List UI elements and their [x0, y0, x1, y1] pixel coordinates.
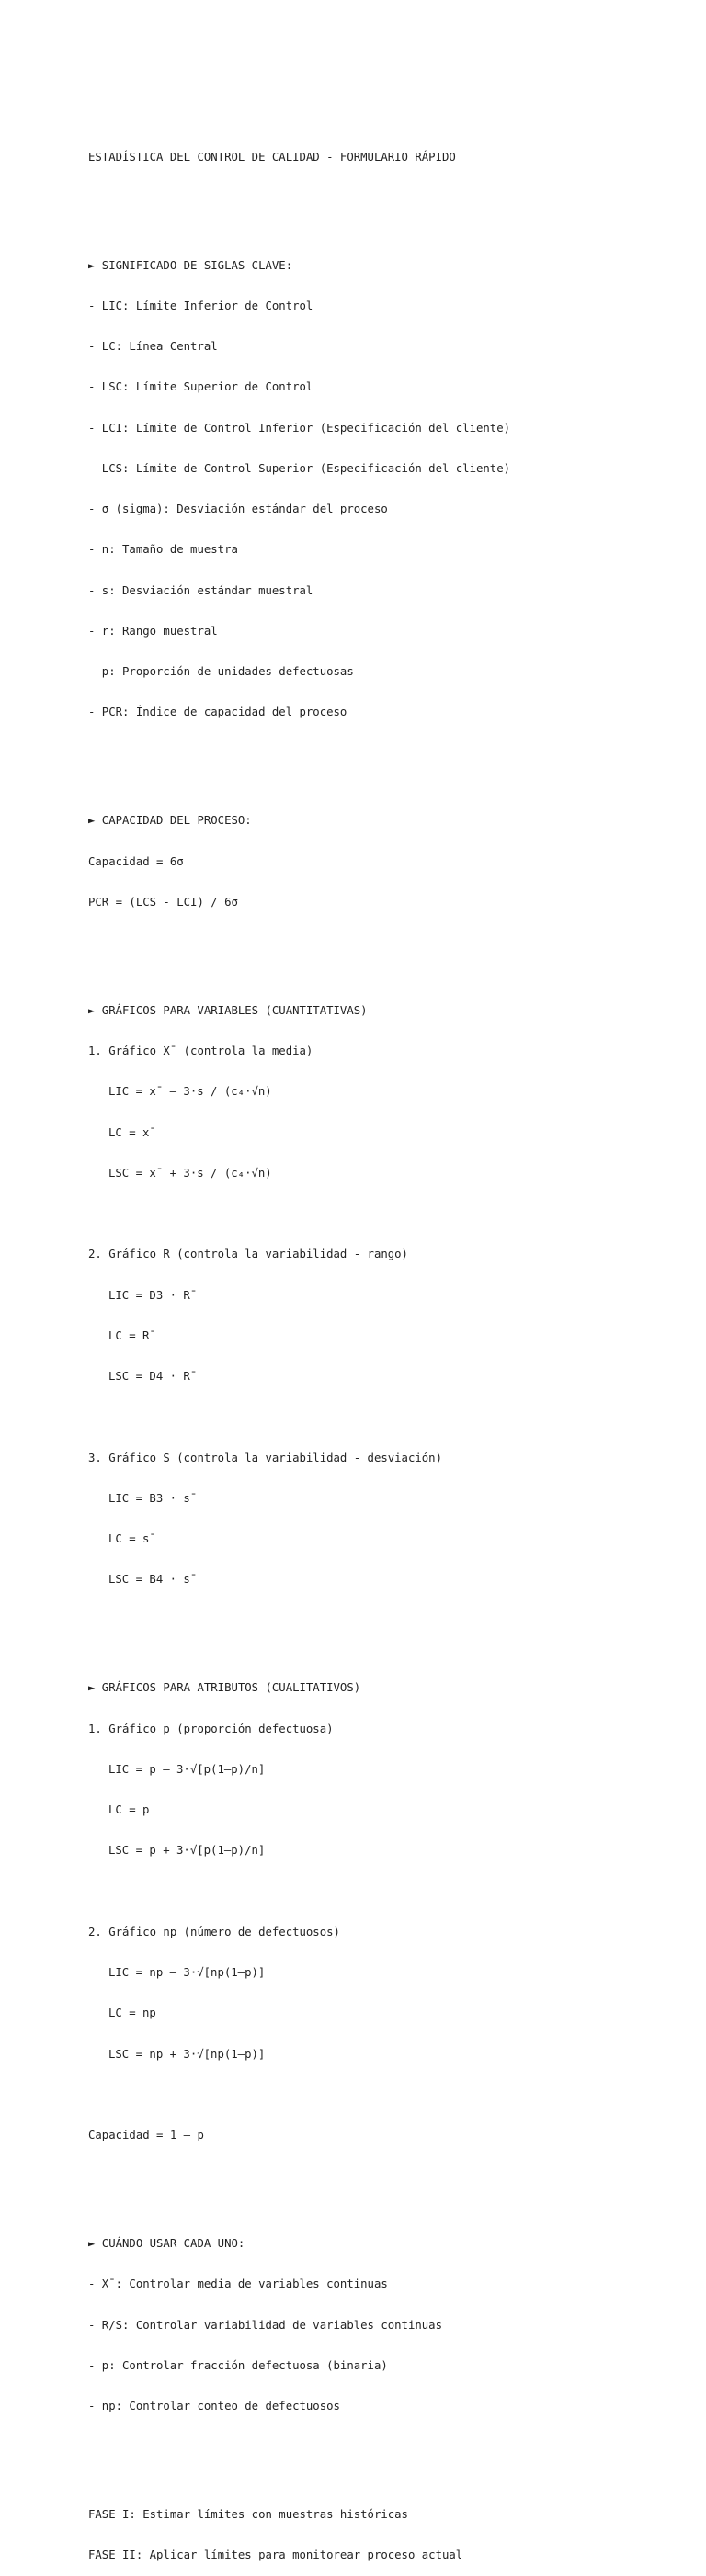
section-heading-siglas: ► SIGNIFICADO DE SIGLAS CLAVE: [88, 258, 293, 272]
formula-line: LSC = x¯ + 3·s / (c₄·√n) [108, 1166, 272, 1180]
formula-line: LIC = D3 · R¯ [108, 1288, 198, 1302]
spacer [88, 1410, 695, 1424]
formula-line: LSC = D4 · R¯ [108, 1370, 198, 1383]
sigla-item: - PCR: Índice de capacidad del proceso [88, 706, 347, 719]
formula-line: LIC = B3 · s¯ [108, 1491, 198, 1505]
chart-title: 1. Gráfico X¯ (controla la media) [88, 1045, 313, 1057]
sigla-item: - LSC: Límite Superior de Control [88, 380, 313, 394]
formula-line: LSC = np + 3·√[np(1–p)] [108, 2047, 266, 2061]
spacer [88, 2088, 695, 2102]
sigla-item: - s: Desviación estándar muestral [88, 583, 313, 597]
chart-title: 1. Gráfico p (proporción defectuosa) [88, 1722, 334, 1735]
section-heading-atributos: ► GRÁFICOS PARA ATRIBUTOS (CUALITATIVOS) [88, 1681, 361, 1695]
formula-line: LC = p [108, 1803, 150, 1816]
formula-line: Capacidad = 1 – p [88, 2129, 204, 2141]
formula-line: LIC = x¯ – 3·s / (c₄·√n) [108, 1085, 272, 1099]
spacer [88, 1207, 695, 1221]
section-heading-uso: ► CUÁNDO USAR CADA UNO: [88, 2237, 245, 2250]
usage-item: - p: Controlar fracción defectuosa (binaria) [88, 2358, 388, 2372]
chart-title: 2. Gráfico np (número de defectuosos) [88, 1925, 340, 1938]
document-title: ESTADÍSTICA DEL CONTROL DE CALIDAD - FORMULARIO RÁPIDO [88, 150, 456, 164]
sigla-item: - n: Tamaño de muestra [88, 543, 238, 557]
formula-line: Capacidad = 6σ [88, 854, 184, 868]
spacer [88, 2440, 695, 2454]
sigla-item: - LIC: Límite Inferior de Control [88, 299, 313, 312]
sigla-item: - LCS: Límite de Control Superior (Especificación del cliente) [88, 461, 511, 475]
formula-line: LC = R¯ [108, 1328, 156, 1342]
sigla-item: - p: Proporción de unidades defectuosas [88, 665, 354, 678]
phase-line: FASE II: Aplicar límites para monitorear proceso actual [88, 2548, 463, 2562]
formula-line: LSC = p + 3·√[p(1–p)/n] [108, 1844, 266, 1858]
formula-line: LIC = p – 3·√[p(1–p)/n] [108, 1762, 266, 1776]
sigla-item: - r: Rango muestral [88, 624, 218, 638]
formula-line: PCR = (LCS - LCI) / 6σ [88, 895, 238, 909]
spacer [88, 191, 695, 205]
formula-line: LC = x¯ [108, 1125, 156, 1139]
formula-line: LC = s¯ [108, 1532, 156, 1545]
section-heading-capacidad: ► CAPACIDAD DEL PROCESO: [88, 814, 252, 828]
sigla-item: - LC: Línea Central [88, 340, 218, 353]
formula-line: LIC = np – 3·√[np(1–p)] [108, 1966, 266, 1979]
spacer [88, 2169, 695, 2183]
formula-line: LSC = B4 · s¯ [108, 1573, 198, 1587]
spacer [88, 936, 695, 950]
chart-title: 2. Gráfico R (controla la variabilidad - rango) [88, 1248, 408, 1261]
chart-title: 3. Gráfico S (controla la variabilidad - desviación) [88, 1451, 442, 1464]
spacer [88, 1885, 695, 1899]
usage-item: - X¯: Controlar media de variables continuas [88, 2277, 388, 2291]
sigla-item: - LCI: Límite de Control Inferior (Especificación del cliente) [88, 421, 511, 435]
spacer [88, 1614, 695, 1628]
document-body [88, 123, 695, 2576]
section-heading-variables: ► GRÁFICOS PARA VARIABLES (CUANTITATIVAS) [88, 1003, 368, 1017]
formula-line: LC = np [108, 2006, 156, 2020]
phase-line: FASE I: Estimar límites con muestras históricas [88, 2508, 408, 2521]
usage-item: - np: Controlar conteo de defectuosos [88, 2400, 340, 2412]
usage-item: - R/S: Controlar variabilidad de variables continuas [88, 2318, 442, 2332]
spacer [88, 747, 695, 761]
sigla-item: - σ (sigma): Desviación estándar del proceso [88, 503, 388, 515]
